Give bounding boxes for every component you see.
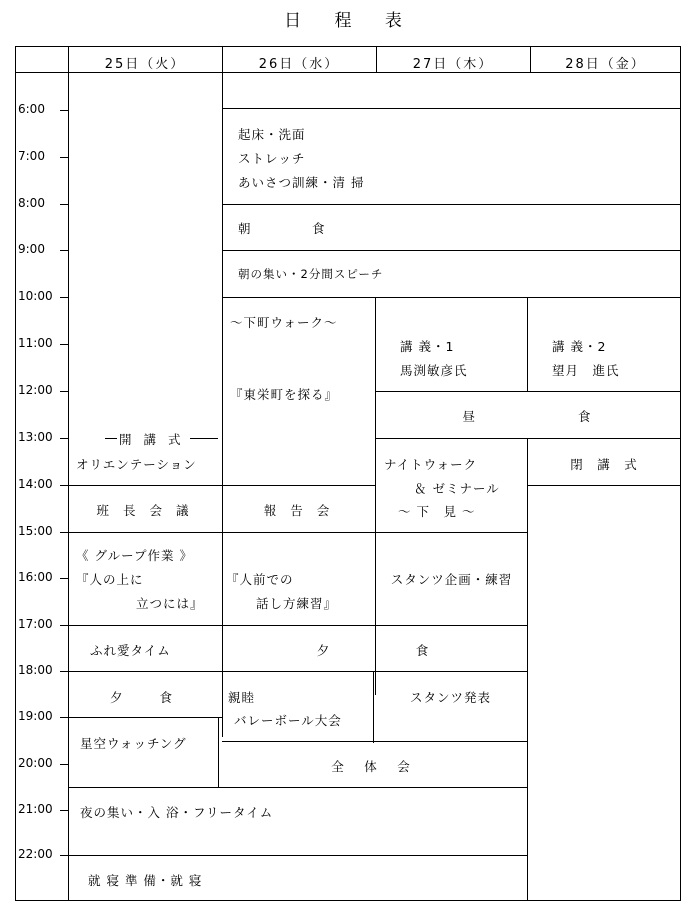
event-report: 報 告 会 bbox=[263, 503, 335, 518]
grid-line bbox=[68, 625, 222, 626]
grid-line bbox=[222, 741, 527, 742]
time-label: 6:00 bbox=[18, 102, 45, 116]
time-tick bbox=[60, 578, 68, 579]
time-label: 18:00 bbox=[18, 663, 53, 677]
grid-line bbox=[68, 717, 222, 718]
time-tick bbox=[60, 532, 68, 533]
time-tick bbox=[60, 485, 68, 486]
time-label: 20:00 bbox=[18, 756, 53, 770]
event-speech-practice: 『人前での bbox=[226, 572, 294, 587]
event-stunt-planning: スタンツ企画・練習 bbox=[390, 572, 513, 587]
time-label: 21:00 bbox=[18, 802, 53, 816]
grid-line bbox=[222, 250, 681, 251]
event-night-walk-seminar: ＆ ゼミナール bbox=[414, 481, 500, 496]
time-tick bbox=[60, 250, 68, 251]
grid-line bbox=[375, 297, 376, 487]
grid-line bbox=[376, 438, 681, 439]
time-label: 14:00 bbox=[18, 477, 53, 491]
event-lecture-1-person: 馬渕敏彦氏 bbox=[400, 363, 468, 378]
event-volleyball-tournament: バレーボール大会 bbox=[234, 713, 342, 728]
grid-line bbox=[218, 787, 527, 788]
header-divider bbox=[15, 72, 681, 73]
event-bedtime: 就 寝 準 備・就 寝 bbox=[88, 873, 203, 888]
grid-line bbox=[68, 485, 222, 486]
event-breakfast: 朝 食 bbox=[238, 221, 331, 236]
grid-line bbox=[190, 438, 218, 439]
event-orientation: オリエンテーション bbox=[76, 457, 197, 472]
time-label: 22:00 bbox=[18, 847, 53, 861]
time-label: 7:00 bbox=[18, 149, 45, 163]
time-label: 17:00 bbox=[18, 617, 53, 631]
time-tick bbox=[60, 671, 68, 672]
event-night-gathering: 夜の集い・入 浴・フリータイム bbox=[80, 805, 274, 820]
page-title: 日 程 表 bbox=[284, 11, 416, 31]
event-walk-subtitle: 『東栄町を探る』 bbox=[230, 387, 339, 402]
day-header-25: 25日（火） bbox=[104, 57, 186, 72]
grid-line bbox=[222, 108, 223, 297]
event-greeting: あいさつ訓練・清 掃 bbox=[238, 175, 365, 190]
event-night-walk-preview: ～ 下 見 ～ bbox=[398, 504, 476, 519]
day-header-26: 26日（水） bbox=[258, 57, 340, 72]
time-label: 10:00 bbox=[18, 289, 53, 303]
time-label: 9:00 bbox=[18, 242, 45, 256]
time-tick bbox=[60, 110, 68, 111]
grid-line bbox=[68, 532, 222, 533]
time-label: 13:00 bbox=[18, 430, 53, 444]
time-tick bbox=[60, 855, 68, 856]
time-tick bbox=[60, 625, 68, 626]
grid-line bbox=[222, 625, 527, 626]
grid-line bbox=[68, 671, 222, 672]
event-group-work: 《 グループ作業 》 bbox=[76, 548, 193, 563]
grid-line bbox=[222, 671, 527, 672]
event-lecture-1: 講 義・1 bbox=[400, 339, 455, 354]
grid-line bbox=[527, 485, 681, 486]
event-wake: 起床・洗面 bbox=[238, 127, 306, 142]
event-lecture-2-person: 望月 進氏 bbox=[552, 363, 620, 378]
event-dinner: 夕 食 bbox=[109, 690, 176, 705]
event-leaders-meeting: 班 長 会 議 bbox=[96, 503, 194, 518]
event-star-watching: 星空ウォッチング bbox=[80, 736, 187, 751]
grid-line bbox=[68, 787, 218, 788]
event-volleyball: 親睦 bbox=[228, 690, 256, 705]
event-lunch: 昼 食 bbox=[462, 409, 595, 424]
time-label: 16:00 bbox=[18, 570, 53, 584]
event-group-work-title: 『人の上に bbox=[76, 572, 144, 587]
time-tick bbox=[60, 764, 68, 765]
grid-line bbox=[222, 108, 681, 109]
grid-line bbox=[222, 485, 376, 486]
time-tick bbox=[60, 438, 68, 439]
time-label: 15:00 bbox=[18, 524, 53, 538]
time-tick bbox=[60, 204, 68, 205]
event-group-work-title-2: 立つには』 bbox=[136, 596, 204, 611]
event-dinner-wide: 夕 食 bbox=[316, 643, 433, 658]
grid-line bbox=[222, 204, 681, 205]
time-tick bbox=[60, 297, 68, 298]
event-opening: 開 講 式 bbox=[119, 432, 185, 447]
event-free-love-time: ふれ愛タイム bbox=[90, 643, 171, 658]
day-header-28: 28日（金） bbox=[565, 57, 646, 72]
time-label: 12:00 bbox=[18, 383, 53, 397]
day-header-27: 27日（木） bbox=[412, 57, 494, 72]
grid-line bbox=[527, 438, 528, 901]
grid-line bbox=[105, 438, 117, 439]
event-walk-title: ～下町ウォーク～ bbox=[230, 315, 338, 330]
time-column-divider bbox=[68, 46, 69, 901]
event-general-meeting: 全 体 会 bbox=[331, 759, 414, 774]
grid-line bbox=[222, 297, 681, 298]
time-tick bbox=[60, 717, 68, 718]
time-tick bbox=[60, 391, 68, 392]
event-stretch: ストレッチ bbox=[238, 151, 306, 166]
time-label: 8:00 bbox=[18, 196, 45, 210]
grid-line bbox=[527, 297, 528, 391]
grid-line bbox=[376, 391, 681, 392]
event-lecture-2: 講 義・2 bbox=[552, 339, 607, 354]
grid-line bbox=[222, 532, 527, 533]
event-stunt-show: スタンツ発表 bbox=[409, 690, 491, 705]
event-closing: 閉 講 式 bbox=[570, 457, 638, 472]
time-tick bbox=[60, 344, 68, 345]
time-tick bbox=[60, 157, 68, 158]
event-speech-practice-2: 話し方練習』 bbox=[256, 596, 338, 611]
time-label: 19:00 bbox=[18, 709, 53, 723]
event-night-walk: ナイトウォーク bbox=[384, 457, 478, 472]
grid-line bbox=[68, 855, 527, 856]
time-tick bbox=[60, 810, 68, 811]
time-label: 11:00 bbox=[18, 336, 53, 350]
event-morning-meeting: 朝の集い・2分間スピーチ bbox=[238, 267, 384, 281]
